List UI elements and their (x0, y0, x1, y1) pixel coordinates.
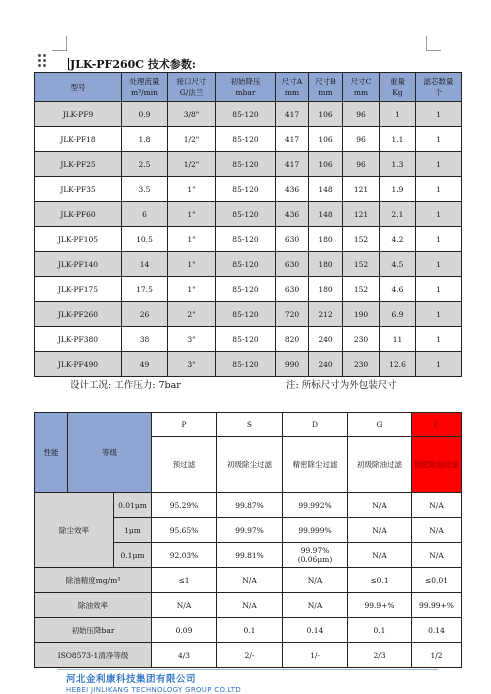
spec-cell: 1" (168, 177, 216, 202)
spec-table-row (35, 202, 462, 227)
dust-value-cell (348, 543, 412, 568)
dust-value: N/A (372, 525, 387, 535)
performance-row (35, 618, 462, 643)
performance-value: 1/- (283, 643, 348, 668)
dust-value-cell (217, 543, 283, 568)
dust-value-note: (0.06μm) (297, 555, 333, 564)
model-cell: JLK-PF490 (35, 352, 122, 377)
company-name-cn: 河北金利康科技集团有限公司 (66, 674, 197, 685)
spec-cell: 4.5 (380, 252, 416, 277)
performance-value: N/A (152, 593, 217, 618)
footer-divider (58, 669, 438, 670)
model-cell: JLK-PF380 (35, 327, 122, 352)
performance-value: N/A (283, 593, 348, 618)
performance-header: 性能 (35, 413, 68, 493)
spec-header-unit: mm (284, 88, 300, 97)
performance-label: 初始压降bar (35, 618, 152, 643)
grade-code-cell: S (217, 413, 283, 437)
spec-cell: 85-120 (216, 327, 276, 352)
spec-cell: 106 (309, 102, 343, 127)
grade-name-cell: 预过滤 (152, 437, 217, 493)
model-cell: JLK-PF35 (35, 177, 122, 202)
spec-cell: 436 (276, 202, 309, 227)
spec-cell: 85-120 (216, 152, 276, 177)
spec-header-unit: G/法兰 (179, 88, 204, 97)
spec-cell: 2.1 (380, 202, 416, 227)
spec-cell: 49 (122, 352, 168, 377)
spec-cell: 11 (380, 327, 416, 352)
model-cell: JLK-PF140 (35, 252, 122, 277)
spec-cell: 630 (276, 227, 309, 252)
company-footer (66, 671, 241, 694)
spec-cell: 152 (343, 252, 380, 277)
spec-cell: 1.8 (122, 127, 168, 152)
model-cell: JLK-PF260 (35, 302, 122, 327)
spec-table-row (35, 127, 462, 152)
spec-header-label: 尺寸A (281, 77, 303, 86)
spec-cell: 85-120 (216, 302, 276, 327)
spec-cell: 1.9 (380, 177, 416, 202)
spec-cell: 1/2" (168, 152, 216, 177)
spec-cell: 121 (343, 177, 380, 202)
performance-value: ≤0.01 (412, 568, 462, 593)
spec-cell: 3/8" (168, 102, 216, 127)
dimension-note: 注: 所标尺寸为外包装尺寸 (286, 380, 397, 391)
spec-cell: 10.5 (122, 227, 168, 252)
spec-cell: 38 (122, 327, 168, 352)
spec-cell: 1 (416, 327, 462, 352)
page-corner-mark (52, 36, 67, 51)
spec-cell: 212 (309, 302, 343, 327)
spec-cell: 1 (416, 177, 462, 202)
spec-cell: 121 (343, 202, 380, 227)
spec-cell: 4.2 (380, 227, 416, 252)
company-name-en: HEBEI JINLIKANG TECHNOLOGY GROUP CO.LTD (66, 686, 242, 694)
performance-value: 1/2 (412, 643, 462, 668)
spec-header-unit: mm (353, 88, 369, 97)
spec-header-label: 尺寸C (350, 77, 372, 86)
performance-row (35, 593, 462, 618)
document-title-text: JLK-PF260C 技术参数: (70, 58, 196, 71)
grade-name-cell: 精密除油过滤 (412, 437, 462, 493)
grade-code-row (35, 413, 462, 437)
performance-value: 2/3 (348, 643, 412, 668)
spec-header-unit: Kg (392, 88, 403, 97)
performance-value: ≤1 (152, 568, 217, 593)
particle-size-cell: 1μm (114, 518, 152, 543)
dust-value-cell (152, 543, 217, 568)
spec-cell: 3" (168, 352, 216, 377)
spec-cell: 12.6 (380, 352, 416, 377)
performance-label: 除油效率 (35, 593, 152, 618)
grade-name-cell: 初级除油过滤 (348, 437, 412, 493)
dust-value: N/A (429, 500, 444, 510)
spec-cell: 1 (416, 302, 462, 327)
dust-value-cell (412, 543, 462, 568)
model-cell: JLK-PF175 (35, 277, 122, 302)
spec-header-cell (343, 73, 380, 102)
document-title[interactable] (68, 56, 196, 72)
spec-header-label: 接口尺寸 (176, 77, 207, 86)
model-cell: JLK-PF105 (35, 227, 122, 252)
spec-cell: 85-120 (216, 102, 276, 127)
spec-cell: 0.9 (122, 102, 168, 127)
dust-value-cell (217, 493, 283, 518)
spec-cell: 180 (309, 252, 343, 277)
performance-table (34, 412, 462, 668)
spec-cell: 1 (416, 152, 462, 177)
performance-label: 除油精度mg/m³ (35, 568, 152, 593)
spec-cell: 1" (168, 252, 216, 277)
performance-row (35, 643, 462, 668)
dust-value: 95.29% (169, 500, 199, 510)
spec-cell: 820 (276, 327, 309, 352)
spec-header-label: 滤芯数量 (423, 77, 454, 86)
spec-cell: 1.3 (380, 152, 416, 177)
text-cursor (68, 58, 69, 70)
grade-code-cell: D (283, 413, 348, 437)
spec-table (34, 72, 462, 377)
spec-cell: 230 (343, 327, 380, 352)
model-cell: JLK-PF9 (35, 102, 122, 127)
spec-header-unit: m³/min (131, 88, 158, 97)
spec-header-unit: 个 (434, 88, 443, 97)
particle-size-cell: 0.1μm (114, 543, 152, 568)
particle-size-cell: 0.01μm (114, 493, 152, 518)
spec-header-label: 初始降压 (230, 77, 261, 86)
spec-cell: 1 (416, 227, 462, 252)
spec-table-row (35, 327, 462, 352)
spec-cell: 1.1 (380, 127, 416, 152)
spec-table-header (35, 73, 462, 102)
spec-cell: 630 (276, 277, 309, 302)
grade-code-cell: G (348, 413, 412, 437)
spec-header-label: 处理流量 (129, 77, 160, 86)
spec-cell: 436 (276, 177, 309, 202)
spec-cell: 1 (416, 127, 462, 152)
spec-cell: 85-120 (216, 177, 276, 202)
spec-header-label: 尺寸B (315, 77, 336, 86)
spec-cell: 17.5 (122, 277, 168, 302)
dust-value: 99.87% (235, 500, 264, 510)
spec-header-cell (276, 73, 309, 102)
dust-value: 95.65% (169, 525, 199, 535)
spec-cell: 1 (416, 252, 462, 277)
spec-cell: 240 (309, 352, 343, 377)
spec-header-cell (168, 73, 216, 102)
spec-cell: 148 (309, 177, 343, 202)
spec-cell: 2" (168, 302, 216, 327)
spec-header-cell (380, 73, 416, 102)
model-cell: JLK-PF18 (35, 127, 122, 152)
spec-cell: 1/2" (168, 127, 216, 152)
dust-value-cell (412, 518, 462, 543)
spec-table-row (35, 302, 462, 327)
grade-header: 等级 (68, 413, 152, 493)
spec-cell: 417 (276, 152, 309, 177)
spec-cell: 2.5 (122, 152, 168, 177)
spec-cell: 180 (309, 227, 343, 252)
dust-value: 99.97% (300, 546, 330, 555)
spec-cell: 85-120 (216, 127, 276, 152)
spec-cell: 85-120 (216, 277, 276, 302)
performance-value: N/A (217, 568, 283, 593)
spec-cell: 6 (122, 202, 168, 227)
spec-cell: 3" (168, 327, 216, 352)
spec-cell: 85-120 (216, 202, 276, 227)
spec-header-label: 重量 (390, 77, 405, 86)
dust-value-cell (283, 543, 348, 568)
spec-table-row (35, 152, 462, 177)
grade-code-cell: C (412, 413, 462, 437)
spec-table-row (35, 177, 462, 202)
spec-header-cell (216, 73, 276, 102)
spec-header-cell (309, 73, 343, 102)
dust-value: N/A (429, 525, 444, 535)
dust-value-cell (348, 518, 412, 543)
dust-value-cell (412, 493, 462, 518)
spec-header-unit: mm (318, 88, 333, 97)
spec-cell: 1 (416, 352, 462, 377)
dust-value: 92.03% (169, 550, 199, 560)
spec-cell: 4.6 (380, 277, 416, 302)
spec-header-unit: mbar (235, 88, 256, 97)
spec-cell: 26 (122, 302, 168, 327)
spec-cell: 417 (276, 127, 309, 152)
spec-header-cell (35, 73, 122, 102)
model-cell: JLK-PF60 (35, 202, 122, 227)
spec-table-row (35, 352, 462, 377)
spec-cell: 96 (343, 102, 380, 127)
spec-cell: 6.9 (380, 302, 416, 327)
spec-cell: 96 (343, 152, 380, 177)
spec-cell: 417 (276, 102, 309, 127)
spec-cell: 180 (309, 277, 343, 302)
dust-value: 99.999% (298, 525, 332, 535)
dust-value: 99.992% (298, 500, 332, 510)
spec-header-label: 型号 (70, 82, 86, 92)
performance-value: 4/3 (152, 643, 217, 668)
spec-cell: 96 (343, 127, 380, 152)
spec-cell: 106 (309, 152, 343, 177)
dust-value-cell (152, 493, 217, 518)
spec-cell: 240 (309, 327, 343, 352)
dust-value: N/A (372, 500, 387, 510)
dust-value-cell (217, 518, 283, 543)
spec-cell: 230 (343, 352, 380, 377)
spec-cell: 1" (168, 202, 216, 227)
dust-value: N/A (429, 550, 444, 560)
performance-value: ≤0.1 (348, 568, 412, 593)
grade-name-cell: 精密除尘过滤 (283, 437, 348, 493)
dust-value-cell (348, 493, 412, 518)
performance-value: 2/- (217, 643, 283, 668)
spec-header-cell (122, 73, 168, 102)
spec-cell: 3.5 (122, 177, 168, 202)
spec-table-row (35, 252, 462, 277)
dust-value: 99.81% (235, 550, 264, 560)
spec-cell: 1 (416, 202, 462, 227)
dust-value-cell (152, 518, 217, 543)
dust-efficiency-row (35, 493, 462, 518)
spec-cell: 630 (276, 252, 309, 277)
performance-row (35, 568, 462, 593)
spec-header-cell (416, 73, 462, 102)
performance-value: 0.14 (412, 618, 462, 643)
performance-value: 0.1 (217, 618, 283, 643)
spec-cell: 85-120 (216, 227, 276, 252)
spec-cell: 152 (343, 277, 380, 302)
dust-value: 99.97% (235, 525, 264, 535)
spec-cell: 152 (343, 227, 380, 252)
spec-table-row (35, 102, 462, 127)
dust-value: N/A (372, 550, 387, 560)
spec-cell: 1 (380, 102, 416, 127)
spec-cell: 1" (168, 277, 216, 302)
model-cell: JLK-PF25 (35, 152, 122, 177)
performance-label: ISO8573-1清净等级 (35, 643, 152, 668)
performance-value: 0.14 (283, 618, 348, 643)
spec-cell: 1 (416, 102, 462, 127)
performance-value: 99.99+% (412, 593, 462, 618)
spec-cell: 14 (122, 252, 168, 277)
grade-code-cell: P (152, 413, 217, 437)
spec-cell: 1 (416, 277, 462, 302)
grade-name-cell: 初级除尘过滤 (217, 437, 283, 493)
spec-cell: 720 (276, 302, 309, 327)
design-condition-note: 设计工况: 工作压力: 7bar (70, 380, 181, 391)
spec-cell: 190 (343, 302, 380, 327)
spec-cell: 1" (168, 227, 216, 252)
spec-cell: 85-120 (216, 352, 276, 377)
performance-value: N/A (283, 568, 348, 593)
performance-value: 0.1 (348, 618, 412, 643)
spec-cell: 990 (276, 352, 309, 377)
dust-efficiency-label: 除尘效率 (35, 493, 114, 568)
dust-value-cell (283, 518, 348, 543)
spec-table-row (35, 227, 462, 252)
spec-cell: 85-120 (216, 252, 276, 277)
performance-value: 99.9+% (348, 593, 412, 618)
performance-value: N/A (217, 593, 283, 618)
drag-handle-icon[interactable] (38, 54, 46, 68)
performance-value: 0.09 (152, 618, 217, 643)
dust-value-cell (283, 493, 348, 518)
spec-cell: 106 (309, 127, 343, 152)
spec-table-row (35, 277, 462, 302)
page-corner-mark (426, 36, 441, 51)
spec-cell: 148 (309, 202, 343, 227)
